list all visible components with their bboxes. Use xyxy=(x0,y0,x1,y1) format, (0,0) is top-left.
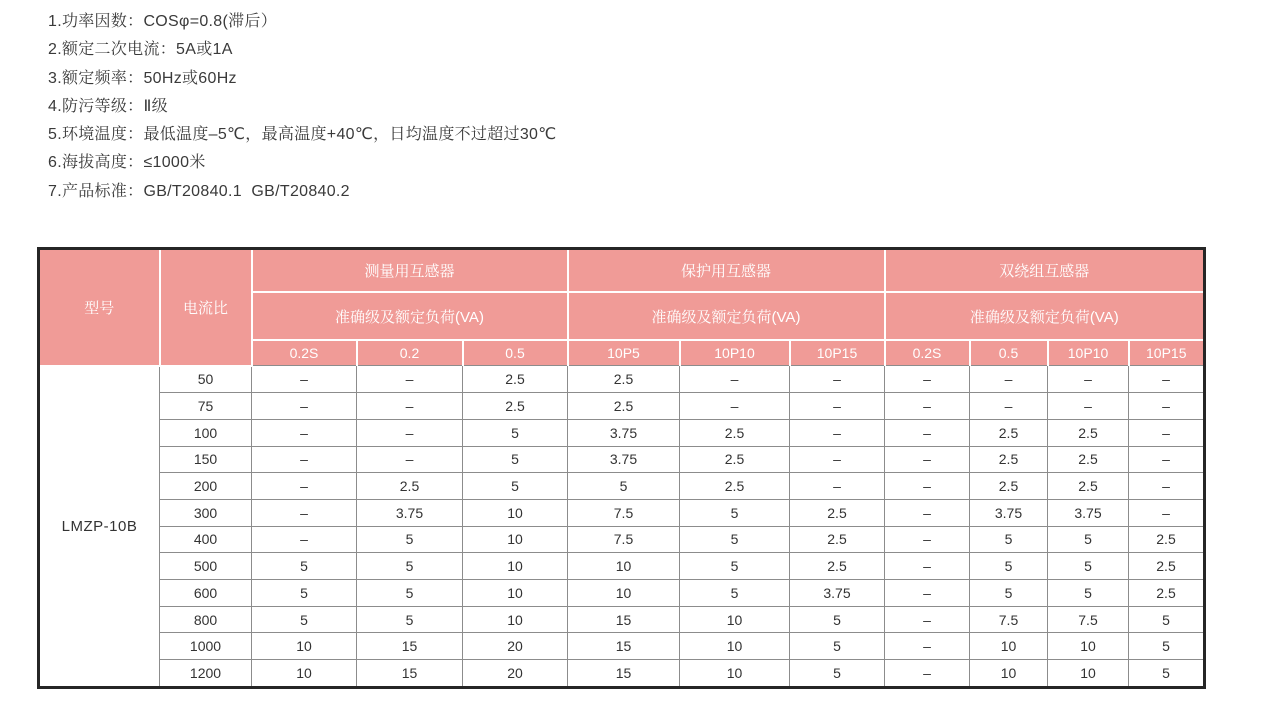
group-header-protection: 保护用互感器 xyxy=(568,249,885,293)
value-cell: 10 xyxy=(680,633,790,660)
value-cell: 7.5 xyxy=(1048,606,1129,633)
value-cell: 10 xyxy=(463,526,568,553)
value-cell: – xyxy=(1129,419,1205,446)
spec-item-pollution-class: 4.防污等级：Ⅱ级 xyxy=(48,97,168,115)
table-row xyxy=(39,580,1205,607)
ratio-cell: 1200 xyxy=(160,660,252,688)
value-cell: 2.5 xyxy=(680,473,790,500)
table-row xyxy=(39,499,1205,526)
value-cell: 10 xyxy=(1048,633,1129,660)
value-cell: – xyxy=(885,580,970,607)
value-cell: 2.5 xyxy=(357,473,463,500)
value-cell: – xyxy=(970,393,1048,420)
value-cell: 10 xyxy=(252,660,357,688)
value-cell: 10 xyxy=(1048,660,1129,688)
value-cell: – xyxy=(885,660,970,688)
value-cell: – xyxy=(252,499,357,526)
ratio-cell: 400 xyxy=(160,526,252,553)
value-cell: 5 xyxy=(568,473,680,500)
value-cell: – xyxy=(885,606,970,633)
value-cell: – xyxy=(1129,473,1205,500)
value-cell: 2.5 xyxy=(463,366,568,393)
value-cell: – xyxy=(252,393,357,420)
value-cell: – xyxy=(885,633,970,660)
value-cell: – xyxy=(1048,393,1129,420)
value-cell: 5 xyxy=(252,553,357,580)
value-cell: 3.75 xyxy=(568,419,680,446)
value-cell: 15 xyxy=(357,660,463,688)
table-row xyxy=(39,419,1205,446)
value-cell: 10 xyxy=(568,553,680,580)
col-header-ratio: 电流比 xyxy=(160,249,252,366)
value-cell: 5 xyxy=(680,580,790,607)
class-header: 10P15 xyxy=(790,340,885,366)
class-header: 10P10 xyxy=(1048,340,1129,366)
value-cell: 5 xyxy=(680,499,790,526)
value-cell: 3.75 xyxy=(568,446,680,473)
value-cell: 3.75 xyxy=(970,499,1048,526)
value-cell: 7.5 xyxy=(568,526,680,553)
value-cell: 5 xyxy=(357,526,463,553)
value-cell: – xyxy=(252,473,357,500)
class-header: 0.5 xyxy=(970,340,1048,366)
ratio-cell: 300 xyxy=(160,499,252,526)
spec-item-altitude: 6.海拔高度：≤1000米 xyxy=(48,154,206,172)
ratio-cell: 200 xyxy=(160,473,252,500)
value-cell: – xyxy=(885,553,970,580)
value-cell: 5 xyxy=(970,580,1048,607)
ratio-cell: 1000 xyxy=(160,633,252,660)
value-cell: 5 xyxy=(463,473,568,500)
value-cell: 2.5 xyxy=(790,499,885,526)
value-cell: 5 xyxy=(1048,580,1129,607)
table-header xyxy=(39,249,1205,366)
table-row xyxy=(39,366,1205,393)
header-group-row xyxy=(39,249,1205,293)
value-cell: 5 xyxy=(252,606,357,633)
group-header-dual-winding: 双绕组互感器 xyxy=(885,249,1205,293)
value-cell: – xyxy=(885,446,970,473)
ratio-cell: 150 xyxy=(160,446,252,473)
value-cell: – xyxy=(885,419,970,446)
value-cell: – xyxy=(252,526,357,553)
value-cell: 7.5 xyxy=(970,606,1048,633)
class-header: 0.2 xyxy=(357,340,463,366)
value-cell: 3.75 xyxy=(357,499,463,526)
value-cell: 5 xyxy=(1048,553,1129,580)
value-cell: 5 xyxy=(1129,660,1205,688)
value-cell: 2.5 xyxy=(1048,419,1129,446)
value-cell: 5 xyxy=(790,660,885,688)
spec-item-power-factor: 1.功率因数：COSφ=0.8(滞后） xyxy=(48,13,278,30)
value-cell: – xyxy=(1048,366,1129,393)
value-cell: – xyxy=(885,526,970,553)
value-cell: 3.75 xyxy=(790,580,885,607)
value-cell: 10 xyxy=(970,660,1048,688)
value-cell: 5 xyxy=(970,553,1048,580)
value-cell: – xyxy=(357,393,463,420)
value-cell: 5 xyxy=(357,580,463,607)
spec-item-frequency: 3.额定频率：50Hz或60Hz xyxy=(48,69,237,87)
sub-header-measuring: 准确级及额定负荷(VA) xyxy=(252,292,568,340)
value-cell: – xyxy=(790,366,885,393)
value-cell: 5 xyxy=(790,633,885,660)
value-cell: 20 xyxy=(463,660,568,688)
value-cell: 10 xyxy=(463,606,568,633)
value-cell: – xyxy=(1129,366,1205,393)
value-cell: – xyxy=(252,366,357,393)
ratio-cell: 75 xyxy=(160,393,252,420)
value-cell: 10 xyxy=(252,633,357,660)
table-row xyxy=(39,633,1205,660)
value-cell: 10 xyxy=(463,580,568,607)
class-header: 0.2S xyxy=(252,340,357,366)
value-cell: 5 xyxy=(252,580,357,607)
value-cell: – xyxy=(357,366,463,393)
value-cell: 2.5 xyxy=(790,526,885,553)
value-cell: – xyxy=(790,473,885,500)
col-header-model: 型号 xyxy=(39,249,160,366)
class-header: 10P15 xyxy=(1129,340,1205,366)
value-cell: 2.5 xyxy=(680,446,790,473)
value-cell: 7.5 xyxy=(568,499,680,526)
value-cell: – xyxy=(357,419,463,446)
table-row xyxy=(39,526,1205,553)
value-cell: 5 xyxy=(357,553,463,580)
value-cell: 10 xyxy=(970,633,1048,660)
value-cell: – xyxy=(790,419,885,446)
value-cell: 5 xyxy=(1048,526,1129,553)
value-cell: 5 xyxy=(463,446,568,473)
value-cell: 3.75 xyxy=(1048,499,1129,526)
value-cell: 10 xyxy=(568,580,680,607)
value-cell: – xyxy=(252,419,357,446)
value-cell: 15 xyxy=(568,660,680,688)
table-row xyxy=(39,553,1205,580)
spec-list xyxy=(48,8,557,206)
value-cell: 10 xyxy=(463,553,568,580)
value-cell: – xyxy=(885,499,970,526)
value-cell: 10 xyxy=(463,499,568,526)
ratio-cell: 800 xyxy=(160,606,252,633)
value-cell: 5 xyxy=(357,606,463,633)
value-cell: 5 xyxy=(1129,633,1205,660)
value-cell: 5 xyxy=(680,553,790,580)
ratio-cell: 50 xyxy=(160,366,252,393)
sub-header-dual-winding: 准确级及额定负荷(VA) xyxy=(885,292,1205,340)
value-cell: 2.5 xyxy=(568,366,680,393)
value-cell: 15 xyxy=(357,633,463,660)
value-cell: – xyxy=(885,366,970,393)
value-cell: 2.5 xyxy=(1129,526,1205,553)
class-header: 10P10 xyxy=(680,340,790,366)
value-cell: 2.5 xyxy=(463,393,568,420)
value-cell: 2.5 xyxy=(680,419,790,446)
value-cell: 20 xyxy=(463,633,568,660)
sub-header-protection: 准确级及额定负荷(VA) xyxy=(568,292,885,340)
class-header: 0.5 xyxy=(463,340,568,366)
value-cell: 2.5 xyxy=(1129,553,1205,580)
value-cell: – xyxy=(790,446,885,473)
rating-table xyxy=(37,247,1206,689)
table-row xyxy=(39,393,1205,420)
table-row xyxy=(39,446,1205,473)
group-header-measuring: 测量用互感器 xyxy=(252,249,568,293)
value-cell: 5 xyxy=(970,526,1048,553)
value-cell: – xyxy=(680,393,790,420)
model-cell: LMZP-10B xyxy=(39,366,160,688)
value-cell: 2.5 xyxy=(970,419,1048,446)
value-cell: 2.5 xyxy=(790,553,885,580)
ratio-cell: 500 xyxy=(160,553,252,580)
class-header: 10P5 xyxy=(568,340,680,366)
table-row xyxy=(39,473,1205,500)
value-cell: 10 xyxy=(680,660,790,688)
spec-item-standard: 7.产品标准：GB/T20840.1 GB/T20840.2 xyxy=(48,182,350,200)
ratio-cell: 600 xyxy=(160,580,252,607)
value-cell: – xyxy=(1129,393,1205,420)
value-cell: 15 xyxy=(568,606,680,633)
spec-item-ambient-temp: 5.环境温度：最低温度–5℃，最高温度+40℃，日均温度不过超过30℃ xyxy=(48,126,557,144)
table-row xyxy=(39,660,1205,688)
value-cell: 5 xyxy=(790,606,885,633)
table-row xyxy=(39,606,1205,633)
value-cell: 15 xyxy=(568,633,680,660)
value-cell: – xyxy=(885,473,970,500)
value-cell: 2.5 xyxy=(568,393,680,420)
value-cell: 5 xyxy=(1129,606,1205,633)
value-cell: – xyxy=(790,393,885,420)
ratio-cell: 100 xyxy=(160,419,252,446)
value-cell: 5 xyxy=(680,526,790,553)
value-cell: 2.5 xyxy=(970,473,1048,500)
value-cell: – xyxy=(680,366,790,393)
value-cell: 10 xyxy=(680,606,790,633)
value-cell: 2.5 xyxy=(970,446,1048,473)
value-cell: – xyxy=(252,446,357,473)
value-cell: – xyxy=(885,393,970,420)
value-cell: 5 xyxy=(463,419,568,446)
value-cell: 2.5 xyxy=(1048,473,1129,500)
value-cell: 2.5 xyxy=(1129,580,1205,607)
value-cell: – xyxy=(1129,446,1205,473)
table-body xyxy=(39,366,1205,688)
value-cell: 2.5 xyxy=(1048,446,1129,473)
value-cell: – xyxy=(1129,499,1205,526)
value-cell: – xyxy=(357,446,463,473)
class-header: 0.2S xyxy=(885,340,970,366)
value-cell: – xyxy=(970,366,1048,393)
spec-item-secondary-current: 2.额定二次电流：5A或1A xyxy=(48,41,233,59)
